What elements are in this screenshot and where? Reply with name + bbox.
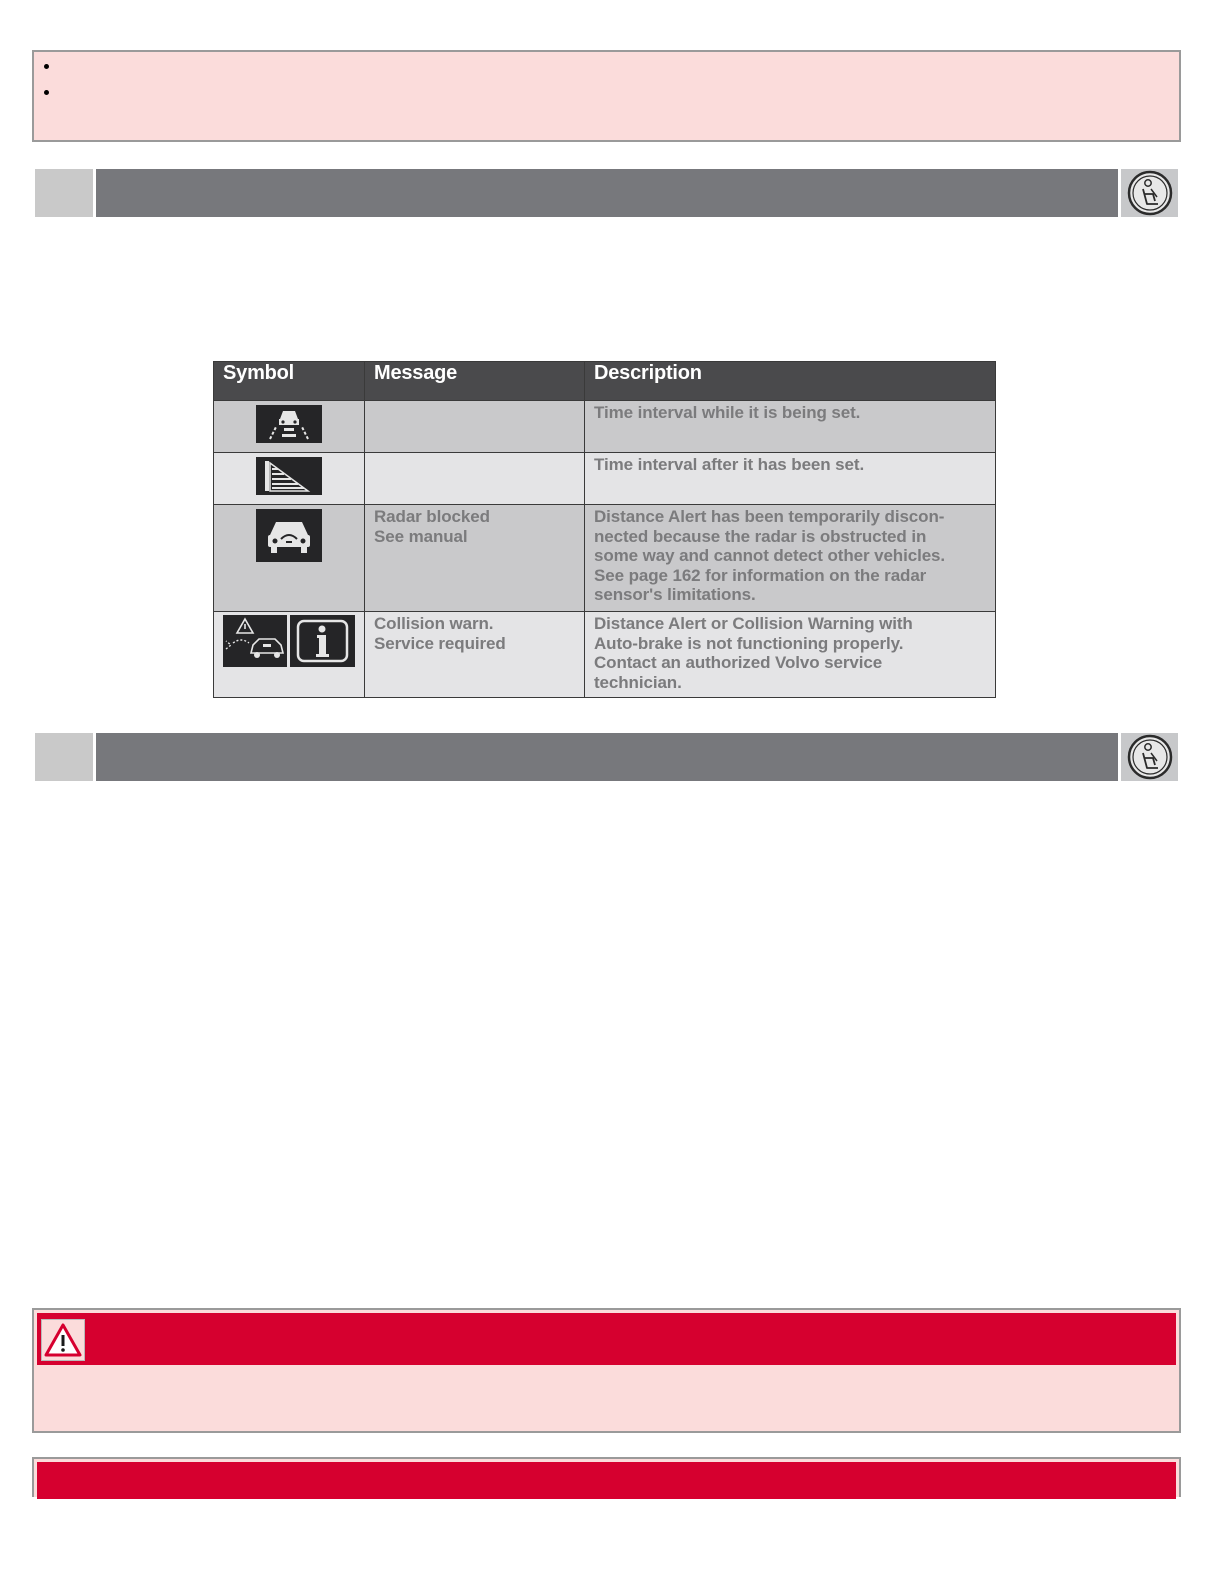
header-message: Message: [365, 362, 585, 401]
description-cell: Distance Alert or Collision Warning with Auto-brake is not functioning properly. Contact an authorized Volvo service technician.: [585, 612, 996, 698]
table-header-row: [214, 362, 996, 401]
header-symbol: Symbol: [214, 362, 365, 401]
symbol-cell: [214, 401, 365, 453]
warning-box: [32, 1308, 1181, 1433]
messages-table: [213, 361, 996, 698]
warning-header-bar: [37, 1313, 1176, 1365]
messages-table-wrap: [213, 361, 996, 698]
message-cell: [365, 453, 585, 505]
section-header-bar: [96, 733, 1118, 781]
seat-occupant-icon: [1121, 169, 1178, 217]
distance-interval-set-icon: [256, 457, 322, 495]
table-row: [214, 401, 996, 453]
description-cell: Time interval while it is being set.: [585, 401, 996, 453]
message-cell: [365, 401, 585, 453]
message-cell: Collision warn. Service required: [365, 612, 585, 698]
symbol-cell: [214, 612, 365, 698]
description-cell: Time interval after it has been set.: [585, 453, 996, 505]
description-cell: Distance Alert has been temporarily discon- nected because the radar is obstructed in some way and cannot detect other vehicles. See page 162 for information on the radar sensor's limitations.: [585, 505, 996, 612]
warning-header-bar: [37, 1462, 1176, 1499]
table-row: [214, 612, 996, 698]
section-header-bar: [96, 169, 1118, 217]
symbol-cell: [214, 453, 365, 505]
collision-warning-info-icon: [223, 615, 355, 667]
distance-interval-setting-icon: [256, 405, 322, 443]
table-row: [214, 453, 996, 505]
symbol-cell: [214, 505, 365, 612]
section-header-tab: [35, 733, 93, 781]
section-header-tab: [35, 169, 93, 217]
top-note-box: [32, 50, 1181, 142]
header-description: Description: [585, 362, 996, 401]
message-cell: Radar blocked See manual: [365, 505, 585, 612]
radar-blocked-car-icon: [256, 509, 322, 562]
warning-box-partial: [32, 1457, 1181, 1497]
table-row: [214, 505, 996, 612]
seat-occupant-icon: [1121, 733, 1178, 781]
warning-triangle-icon: [41, 1319, 85, 1361]
